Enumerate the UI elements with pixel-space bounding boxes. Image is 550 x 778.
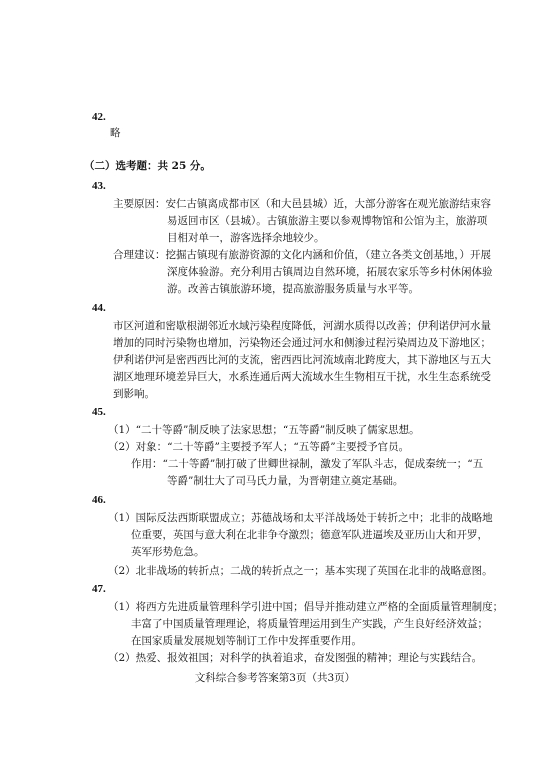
question-43-line: 合理建议：挖掘古镇现有旅游资源的文化内涵和价值，（建立各类文创基地，）开展 bbox=[113, 249, 491, 261]
question-47-line: （1）将西方先进质量管理科学引进中国；倡导并推动建立严格的全面质量管理制度； bbox=[108, 601, 504, 613]
question-44-line: 湖区地理环境差异巨大，水系连通后两大流域水生生物相互干扰，水生生态系统受 bbox=[113, 371, 491, 383]
question-45-line: 作用：“二十等爵”制打破了世卿世禄制，激发了军队斗志，促成秦统一；“五 bbox=[131, 458, 484, 470]
question-47-number: 47. bbox=[92, 583, 106, 595]
question-43-line: 易返回市区（县城）。古镇旅游主要以参观博物馆和公馆为主，旅游项 bbox=[167, 215, 488, 227]
question-45-line: 等爵”制壮大了司马氏力量，为晋朝建立奠定基础。 bbox=[167, 475, 404, 487]
question-43-line: 主要原因：安仁古镇离成都市区（和大邑县城）近，大部分游客在观光旅游结束容 bbox=[113, 198, 491, 210]
question-42-answer: 略 bbox=[110, 127, 121, 139]
question-43-line: 目相对单一，游客选择余地较少。 bbox=[167, 232, 325, 244]
question-43-line: 游。改善古镇旅游环境，提高旅游服务质量与水平等。 bbox=[167, 283, 419, 295]
question-44-line: 市区河道和密歇根湖邻近水域污染程度降低，河湖水质得以改善；伊利诺伊河水量 bbox=[113, 320, 491, 332]
question-45-line: （2）对象：“二十等爵”主要授予军人；“五等爵”主要授予官员。 bbox=[108, 441, 410, 453]
question-47-line: 在国家质量发展规划等制订工作中发挥重要作用。 bbox=[131, 635, 362, 647]
question-42-number: 42. bbox=[92, 111, 106, 123]
question-46-line: 位重要，英国与意大利在北非争夺激烈；德意军队进逼埃及亚历山大和开罗， bbox=[131, 529, 488, 541]
question-46-number: 46. bbox=[92, 494, 106, 506]
question-44-line: 伊利诺伊河是密西西比河的支流，密西西比河流域南北跨度大，其下游地区与五大 bbox=[113, 354, 491, 366]
question-44-number: 44. bbox=[92, 302, 106, 314]
question-44-line: 到影响。 bbox=[113, 388, 155, 400]
question-43-line: 深度体验游。充分利用古镇周边自然环境，拓展农家乐等乡村休闲体验 bbox=[167, 266, 493, 278]
question-46-line: （2）北非战场的转折点；二战的转折点之一；基本实现了英国在北非的战略意图。 bbox=[108, 565, 493, 577]
question-46-line: （1）国际反法西斯联盟成立；苏德战场和太平洋战场处于转折之中；北非的战略地 bbox=[108, 512, 493, 524]
question-47-line: （2）热爱、报效祖国；对科学的执着追求，奋发图强的精神；理论与实践结合。 bbox=[108, 652, 483, 664]
question-43-number: 43. bbox=[92, 180, 106, 192]
question-46-line: 英军形势危急。 bbox=[131, 546, 205, 558]
question-47-line: 丰富了中国质量管理理论，将质量管理运用到生产实践，产生良好经济效益； bbox=[131, 618, 488, 630]
question-44-line: 增加的同时污染物也增加，污染物还会通过河水和侧渗过程污染周边及下游地区； bbox=[113, 337, 491, 349]
section-heading: （二）选考题：共 25 分。 bbox=[84, 160, 211, 172]
page-footer: 文科综合参考答案第3页（共3页） bbox=[194, 672, 356, 684]
question-45-number: 45. bbox=[92, 406, 106, 418]
question-45-line: （1）“二十等爵”制反映了法家思想；“五等爵”制反映了儒家思想。 bbox=[108, 424, 420, 436]
